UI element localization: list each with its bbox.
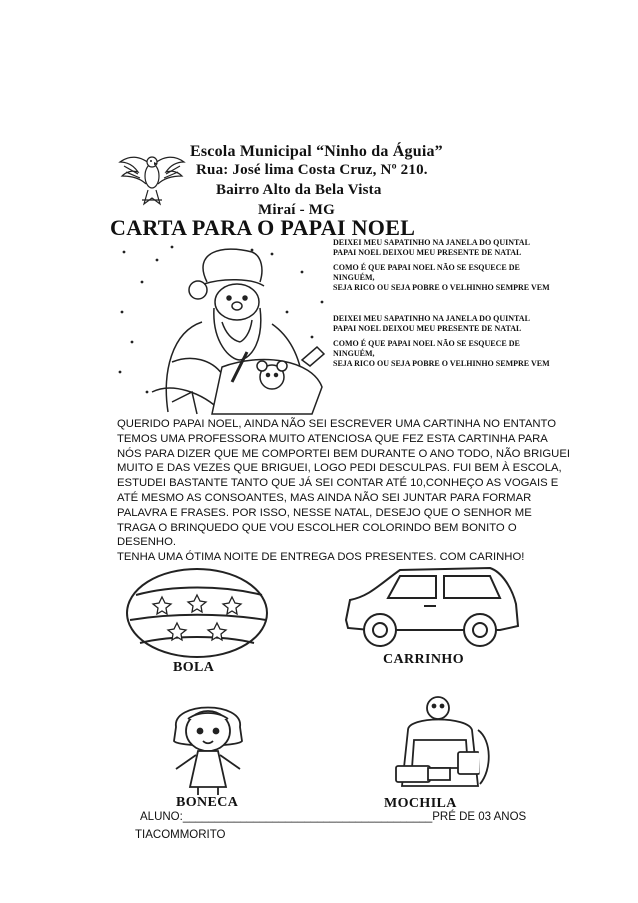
letter-closing: TENHA UMA ÓTIMA NOITE DE ENTREGA DOS PRESENTES. COM CARINHO! <box>117 551 525 564</box>
car-label: CARRINHO <box>383 652 464 667</box>
letter-text <box>117 417 572 565</box>
poem-line: DEIXEI MEU SAPATINHO NA JANELA DO QUINTAL <box>333 314 530 323</box>
eagle-logo-icon <box>118 148 186 210</box>
poem-line: COMO É QUE PAPAI NOEL NÃO SE ESQUECE DE NINGUÉM, <box>333 339 520 358</box>
car-drawing <box>340 560 525 655</box>
poem-line: COMO É QUE PAPAI NOEL NÃO SE ESQUECE DE NINGUÉM, <box>333 263 520 282</box>
page-title: CARTA PARA O PAPAI NOEL <box>110 215 416 240</box>
backpack-drawing <box>388 690 503 800</box>
ball-label: BOLA <box>173 660 215 675</box>
letter-body: QUERIDO PAPAI NOEL, AINDA NÃO SEI ESCREVER UMA CARTINHA NO ENTANTO TEMOS UMA PROFESSORA MUITO ATENCIOSA QUE FEZ ESTA CARTINHA PARA NÓS PARA DIZER QUE ME COMPORTEI BEM DURANTE O ANO TODO, NÃO BRIGUEI MUITO E DAS VEZES QUE BRIGUEI, LOGO PEDI DESCULPAS. FUI BEM À ESCOLA, ESTUDEI BASTANTE TANTO QUE JÁ SEI CONTAR ATÉ 10,CONHEÇO AS VOGAIS E ATÉ MESMO AS CONSOANTES, MAS AINDA NÃO SEI JUNTAR PARA FORMAR PALAVRA E FRASES. POR ISSO, NESSE NATAL, DESEJO QUE O SENHOR ME TRAGA O BRINQUEDO QUE VOU ESCOLHER COLORINDO BEM BONITO O DESENHO. <box>117 418 570 549</box>
poem-line: PAPAI NOEL DEIXOU MEU PRESENTE DE NATAL <box>333 248 522 257</box>
student-info-line: ALUNO:_______________________________________PRÉ DE 03 ANOS <box>140 811 527 823</box>
doll-drawing <box>158 697 258 797</box>
school-city: Miraí - MG <box>258 202 335 218</box>
poem-line: DEIXEI MEU SAPATINHO NA JANELA DO QUINTAL <box>333 238 530 247</box>
student-name: TIACOMMORITO <box>135 829 226 841</box>
school-district: Bairro Alto da Bela Vista <box>216 182 382 198</box>
ball-drawing <box>122 565 272 665</box>
doll-label: BONECA <box>176 795 239 810</box>
poem-line: PAPAI NOEL DEIXOU MEU PRESENTE DE NATAL <box>333 324 522 333</box>
poem-line: SEJA RICO OU SEJA POBRE O VELHINHO SEMPRE VEM <box>333 283 550 292</box>
backpack-label: MOCHILA <box>384 796 457 811</box>
school-street: Rua: José lima Costa Cruz, Nº 210. <box>196 162 428 178</box>
santa-illustration <box>112 242 334 417</box>
poem-line: SEJA RICO OU SEJA POBRE O VELHINHO SEMPRE VEM <box>333 359 550 368</box>
school-name: Escola Municipal “Ninho da Águia” <box>190 143 443 160</box>
